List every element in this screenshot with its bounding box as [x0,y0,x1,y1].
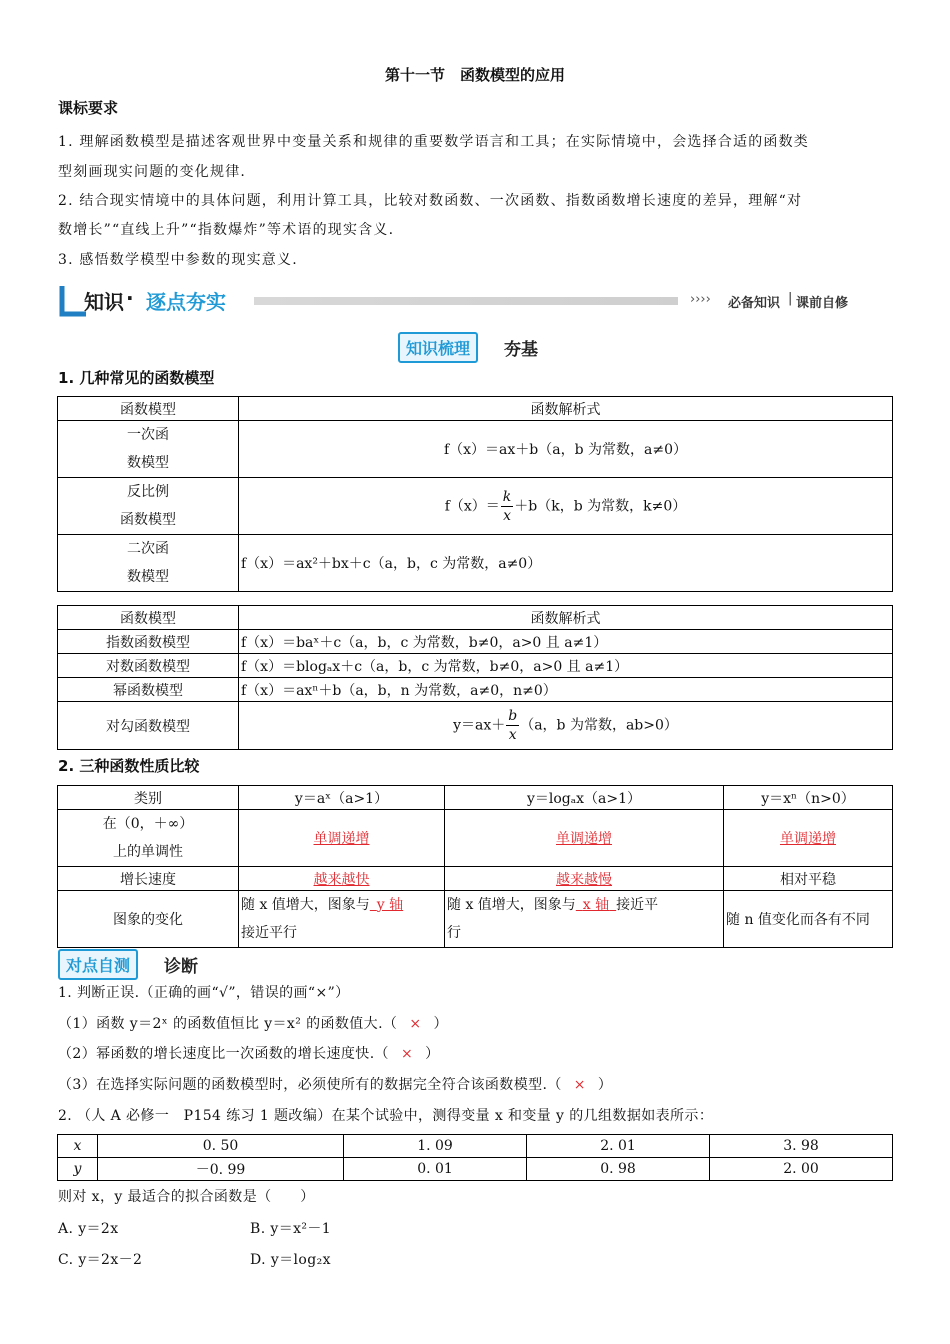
section-banner [58,284,894,320]
option-a[interactable]: A. y＝2x [58,1221,119,1237]
table-row [58,867,893,891]
table1-row3-name: 二次函 数模型 [58,535,239,592]
requirement-line-5: 3. 感悟数学模型中参数的现实意义. [58,252,298,268]
banner-arrows: ›››› [690,292,711,307]
table3-monotonic-exp: 单调递增 [239,810,445,867]
banner-title-part2: 逐点夯实 [146,290,226,314]
table3-monotonic-label: 在（0，＋∞） 上的单调性 [58,810,239,867]
table-row [58,630,893,654]
table-row [58,606,893,630]
quiz-mark-1: × [409,1016,422,1032]
table2-row4-name: 对勾函数模型 [58,702,239,750]
table1-row3-formula: f（x）＝ax²＋bx＋c（a，b，c 为常数，a≠0） [239,535,893,592]
table-row [58,810,893,867]
subbanner-selftest-box: 对点自测 [58,949,138,980]
table1-row1-formula: f（x）＝ax＋b（a，b 为常数，a≠0） [239,421,893,478]
subbanner-selftest-text: 诊断 [164,957,198,977]
table2-row2-name: 对数函数模型 [58,654,239,678]
data-table [57,1134,893,1181]
requirement-line-1: 1. 理解函数模型是描述客观世界中变量关系和规律的重要数学语言和工具；在实际情境中，会选择合适的函数类 [58,134,810,150]
quiz-q1: 1. 判断正误.（正确的画“√”，错误的画“×”） [58,985,350,1001]
table1-header-model: 函数模型 [58,397,239,421]
table2-row3-name: 幂函数模型 [58,678,239,702]
table2-header-formula: 函数解析式 [239,606,893,630]
table-row [58,654,893,678]
table3-graph-exp: 随 x 值增大，图象与 y 轴 接近平行 [239,891,445,948]
table-row [58,421,893,478]
table1-row1-name: 一次函 数模型 [58,421,239,478]
data-table-y-2: 0. 01 [344,1158,527,1181]
table3-header-exp: y＝aˣ（a>1） [239,786,445,810]
section2-title: . 三种函数性质比较 [68,757,200,775]
table3-speed-exp: 越来越快 [239,867,445,891]
data-table-y-4: 2. 00 [710,1158,893,1181]
table2-row1-name: 指数函数模型 [58,630,239,654]
table-row [58,478,893,535]
page-title: 第十一节 函数模型的应用 [384,66,565,84]
table1-row2-name: 反比例 函数模型 [58,478,239,535]
models-table-1 [57,396,893,592]
subbanner-knowledge-box: 知识梳理 [398,332,478,363]
table3-monotonic-log: 单调递增 [445,810,724,867]
subbanner-knowledge-text: 夯基 [504,340,538,360]
requirement-line-3: 2. 结合现实情境中的具体问题，利用计算工具，比较对数函数、一次函数、指数函数增长速度的差异，理解“对 [58,193,803,209]
requirement-line-4: 数增长”“直线上升”“指数爆炸”等术语的现实含义. [58,222,395,238]
data-table-x-2: 1. 09 [344,1135,527,1158]
table3-header-log: y＝logₐx（a>1） [445,786,724,810]
quiz-mark-3: × [573,1077,586,1093]
table3-graph-label: 图象的变化 [58,891,239,948]
table1-row2-formula: f（x）＝ $\frac{k}{x}$ ＋b（k，b 为常数，k≠0） [239,478,893,535]
option-c[interactable]: C. y＝2x－2 [58,1252,143,1268]
requirement-line-2: 型刻画现实问题的变化规律. [58,164,247,180]
table3-monotonic-power: 单调递增 [724,810,893,867]
quiz-mark-2: × [400,1046,414,1062]
section1-number: 1 [58,369,69,387]
data-table-y-label: y [58,1158,98,1181]
table3-header-category: 类别 [58,786,239,810]
section2-heading [58,755,199,776]
models-table-2 [57,605,893,750]
table-row [58,678,893,702]
table3-graph-power: 随 n 值变化而各有不同 [724,891,893,948]
table-row [58,1135,893,1158]
requirements-heading: 课标要求 [58,99,119,117]
quiz-item-3: （3）在选择实际问题的函数模型时，必须使所有的数据完全符合该函数模型.（ × ） [58,1077,613,1093]
quiz-q2: 2. （人 A 必修一 P154 练习 1 题改编）在某个试验中，测得变量 x 和变量 y 的几组数据如表所示： [58,1108,714,1124]
table2-row2-formula: f（x）＝blogₐx＋c（a，b，c 为常数，b≠0，a>0 且 a≠1） [239,654,893,678]
table2-header-model: 函数模型 [58,606,239,630]
banner-right-1: 必备知识 [728,296,781,311]
table3-header-power: y＝xⁿ（n>0） [724,786,893,810]
data-table-y-3: 0. 98 [527,1158,710,1181]
table3-speed-power: 相对平稳 [724,867,893,891]
table-row [58,786,893,810]
data-table-x-4: 3. 98 [710,1135,893,1158]
table3-graph-log: 随 x 值增大，图象与 x 轴 接近平 行 [445,891,724,948]
table3-speed-log: 越来越慢 [445,867,724,891]
data-table-x-label: x [58,1135,98,1158]
quiz-item-2: （2）幂函数的增长速度比一次函数的增长速度快.（ × ） [58,1046,440,1062]
banner-dot: · [126,286,134,310]
table1-header-formula: 函数解析式 [239,397,893,421]
quiz-item-1: （1）函数 y＝2ˣ 的函数值恒比 y＝x² 的函数值大.（ × ） [58,1016,448,1032]
banner-separator: | [788,291,793,306]
data-table-x-1: 0. 50 [98,1135,344,1158]
section2-number: 2 [58,757,69,775]
option-d[interactable]: D. y＝log₂x [250,1252,331,1268]
table-row [58,702,893,750]
subbanner-selftest [58,949,214,977]
quiz-q2-tail: 则对 x，y 最适合的拟合函数是（ ） [58,1189,315,1205]
table-row [58,535,893,592]
banner-divider [254,297,678,305]
data-table-y-1: －0. 99 [98,1158,344,1181]
table3-speed-label: 增长速度 [58,867,239,891]
table-row [58,891,893,948]
table-row [58,397,893,421]
table2-row4-formula: y＝ax＋ $\frac{b}{x}$ （a，b 为常数，ab>0） [239,702,893,750]
banner-right-2: 课前自修 [796,296,849,311]
banner-title-part1: 知识 [84,290,124,314]
table2-row1-formula: f（x）＝baˣ＋c（a，b，c 为常数，b≠0，a>0 且 a≠1） [239,630,893,654]
data-table-x-3: 2. 01 [527,1135,710,1158]
table-row [58,1158,893,1181]
subbanner-knowledge [398,332,554,360]
section1-heading [58,367,214,388]
comparison-table [57,785,893,948]
table2-row3-formula: f（x）＝axⁿ＋b（a，b，n 为常数，a≠0，n≠0） [239,678,893,702]
option-b[interactable]: B. y＝x²－1 [250,1221,332,1237]
section1-title: . 几种常见的函数模型 [68,369,215,387]
